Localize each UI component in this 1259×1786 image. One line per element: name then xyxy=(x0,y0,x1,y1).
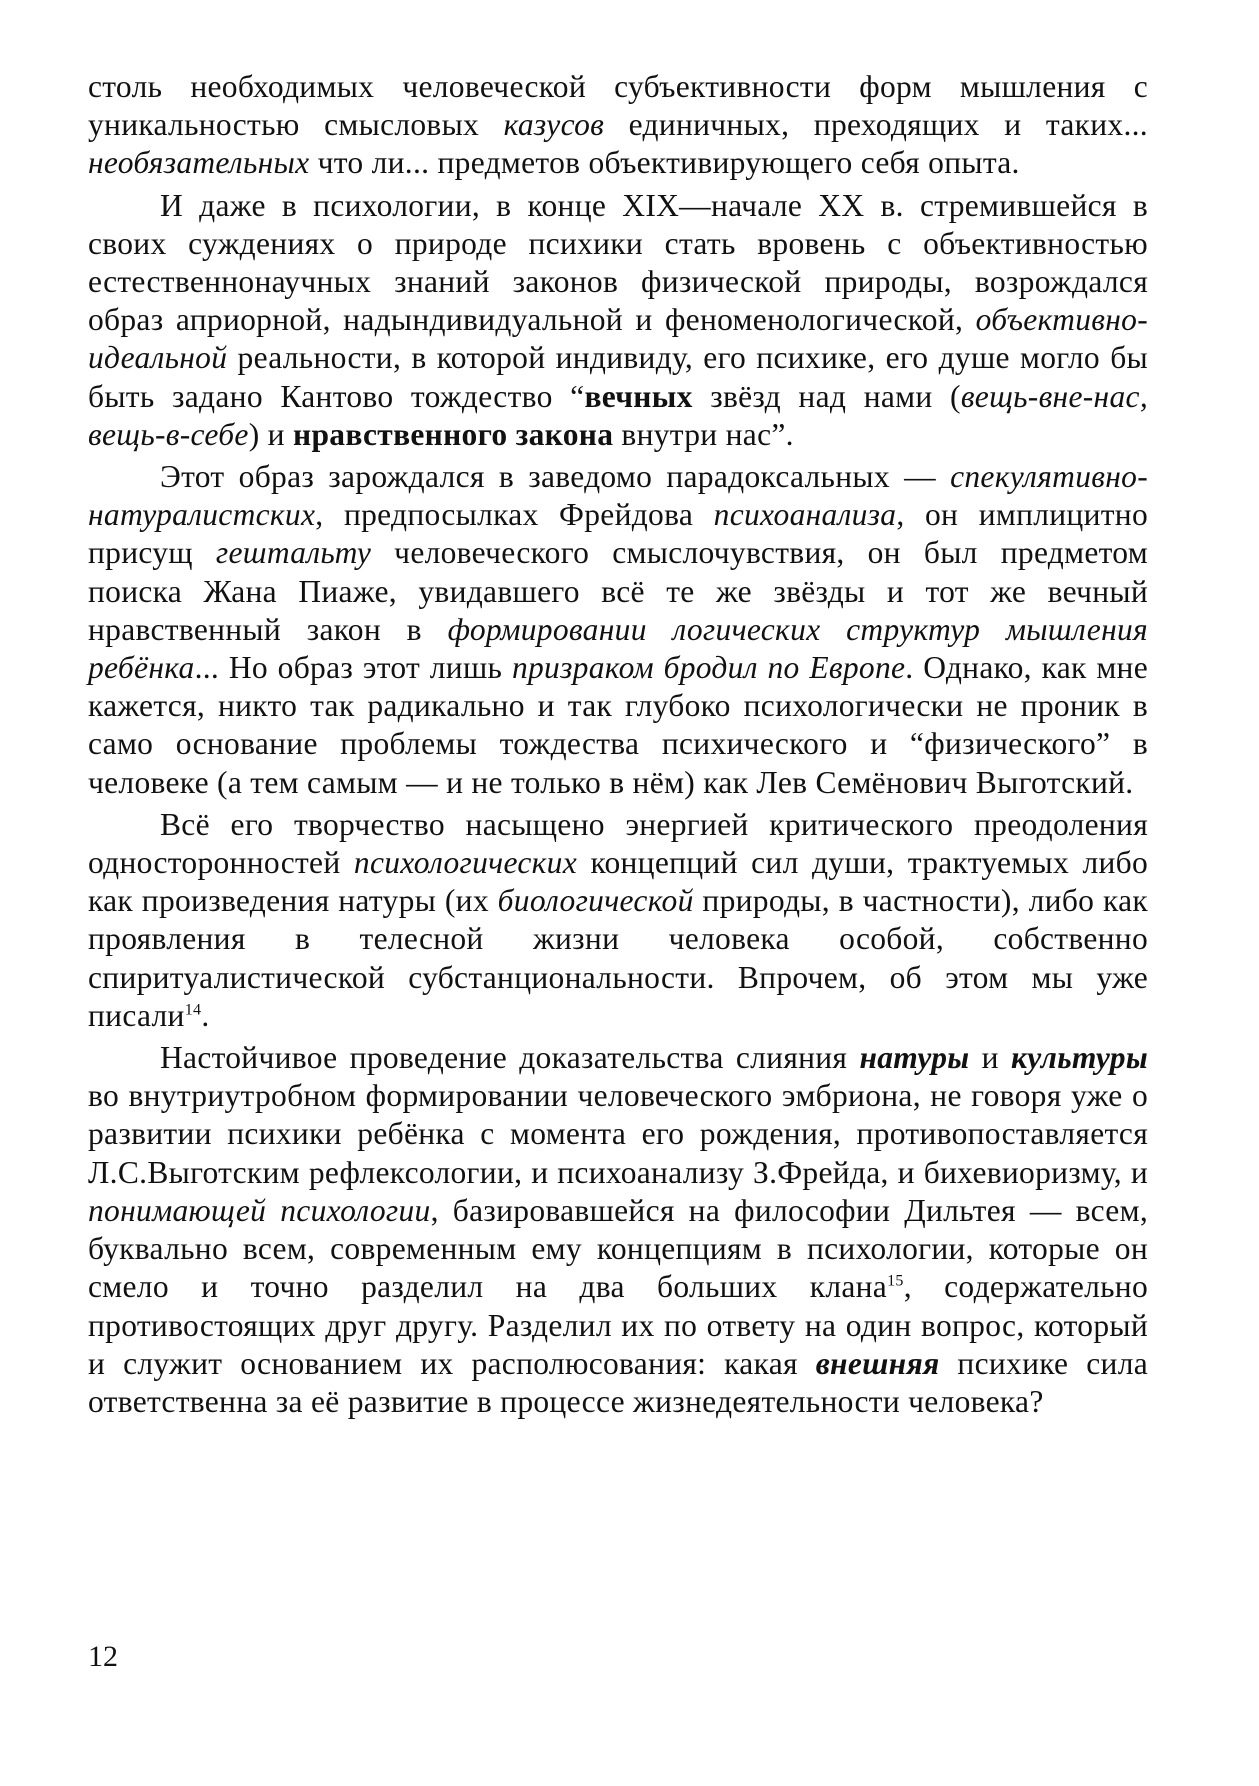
text-run: , базировавшейся на философии Дильтея — всем, буквально всем, современным ему концепциям в психологии, которые он смело и точно разделил на два больших клана xyxy=(88,1192,1148,1305)
text-run: . xyxy=(201,997,210,1033)
footnote-ref: 14 xyxy=(184,1001,202,1019)
text-run: и xyxy=(969,1040,1012,1076)
text-run: единичных, преходящих и таких... xyxy=(604,107,1148,143)
text-run: Всё его творчество насыщено энергией критического преодоления односторонностей xyxy=(88,806,1148,881)
text-run: психике сила ответственна за её развитие в процессе жизнедеятельности человека? xyxy=(88,1345,1148,1419)
text-run: И даже в психологии, в конце XIX—начале XX в. стремившейся в своих суждениях о природе психики стать вровень с объективностью естественнонаучных знаний законов физической природы, возрождался образ априорной, надындивидуальной и феноменологической, xyxy=(88,187,1148,338)
text-run: человеческого смыслочувствия, он был предметом поиска Жана Пиаже, увидавшего всё те же звёзды и тот же вечный нравственный закон в xyxy=(88,535,1148,647)
text-run: , он имплицитно присущ xyxy=(88,497,1149,571)
footnote-ref: 15 xyxy=(887,1272,904,1290)
text-run: психоанализа xyxy=(713,497,897,533)
text-run: . Однако, как мне кажется, никто так радикально и так глубоко психологически не проник в само основание проблемы тождества психического и “физического” в человеке (а тем самым — и не только в нём) как Лев Семёнович Выготский. xyxy=(88,650,1148,800)
text-run: во внутриутробном формировании человеческого эмбриона, не говоря уже о развитии психики ребёнка с момента его рождения, противопоставляется Л.С.Выготским рефлексологии, и психоанализу З.Фрейда, и бихевиоризму, и xyxy=(88,1078,1148,1190)
text-run: Этот образ зарождался в заведомо парадоксальных — xyxy=(160,459,951,495)
text-run: ... Но образ этот лишь xyxy=(194,650,512,686)
text-run: спекулятивно- натуралистских xyxy=(88,459,1148,533)
text-run: внешняя xyxy=(815,1345,940,1381)
text-run: , предпосылках Фрейдова xyxy=(315,497,714,533)
text-run: столь необходимых человеческой субъективности форм мышления с уникальностью смысловых xyxy=(88,69,1148,143)
text-run: ) и xyxy=(248,416,293,452)
text-run: казусов xyxy=(503,107,605,143)
text-run: призраком бродил по Европе xyxy=(511,650,906,686)
text-run: вещь-вне-нас, вещь-в-себе xyxy=(88,378,1148,452)
text-run: понимающей психологии xyxy=(88,1192,431,1228)
paragraph xyxy=(88,187,1148,454)
text-run: концепций сил души, трактуемых либо как произведения натуры (их xyxy=(88,845,1149,919)
paragraph xyxy=(88,806,1148,1035)
text-run: что ли... предметов объективирующего себя опыта. xyxy=(309,145,1020,181)
text-run: натуры xyxy=(859,1040,970,1076)
text-run: внутри нас”. xyxy=(613,416,794,452)
text-run: Настойчивое проведение доказательства слияния xyxy=(160,1040,860,1076)
text-run: вечных xyxy=(584,378,693,414)
text-run: природы, в частности), либо как проявления в телесной жизни человека особой, собственно спиритуалистической субстанциональности. Впрочем, об этом мы уже писали xyxy=(88,883,1148,1033)
text-run: нравственного закона xyxy=(293,416,614,452)
text-run: , содержательно противостоящих друг другу. Разделил их по ответу на один вопрос, который и служит основанием их располюсования: какая xyxy=(88,1269,1148,1381)
text-run: гештальту xyxy=(215,535,372,571)
paragraph xyxy=(88,1039,1148,1421)
text-run: биологической xyxy=(497,883,694,919)
text-run: звёзд над нами ( xyxy=(692,378,961,414)
page-number: 12 xyxy=(88,1640,118,1673)
paragraph xyxy=(88,68,1148,183)
text-run: формировании логических структур мышления ребёнка xyxy=(88,611,1149,686)
text-run: психологических xyxy=(353,845,578,881)
text-run: объективно-идеальной xyxy=(88,302,1148,376)
page-body xyxy=(88,68,1148,1421)
text-run: реальности, в которой индивиду, его психике, его душе могло бы быть задано Кантово тождество “ xyxy=(88,340,1148,414)
text-run: необязательных xyxy=(88,145,310,181)
paragraph xyxy=(88,458,1148,802)
text-run: культуры xyxy=(1011,1040,1148,1076)
